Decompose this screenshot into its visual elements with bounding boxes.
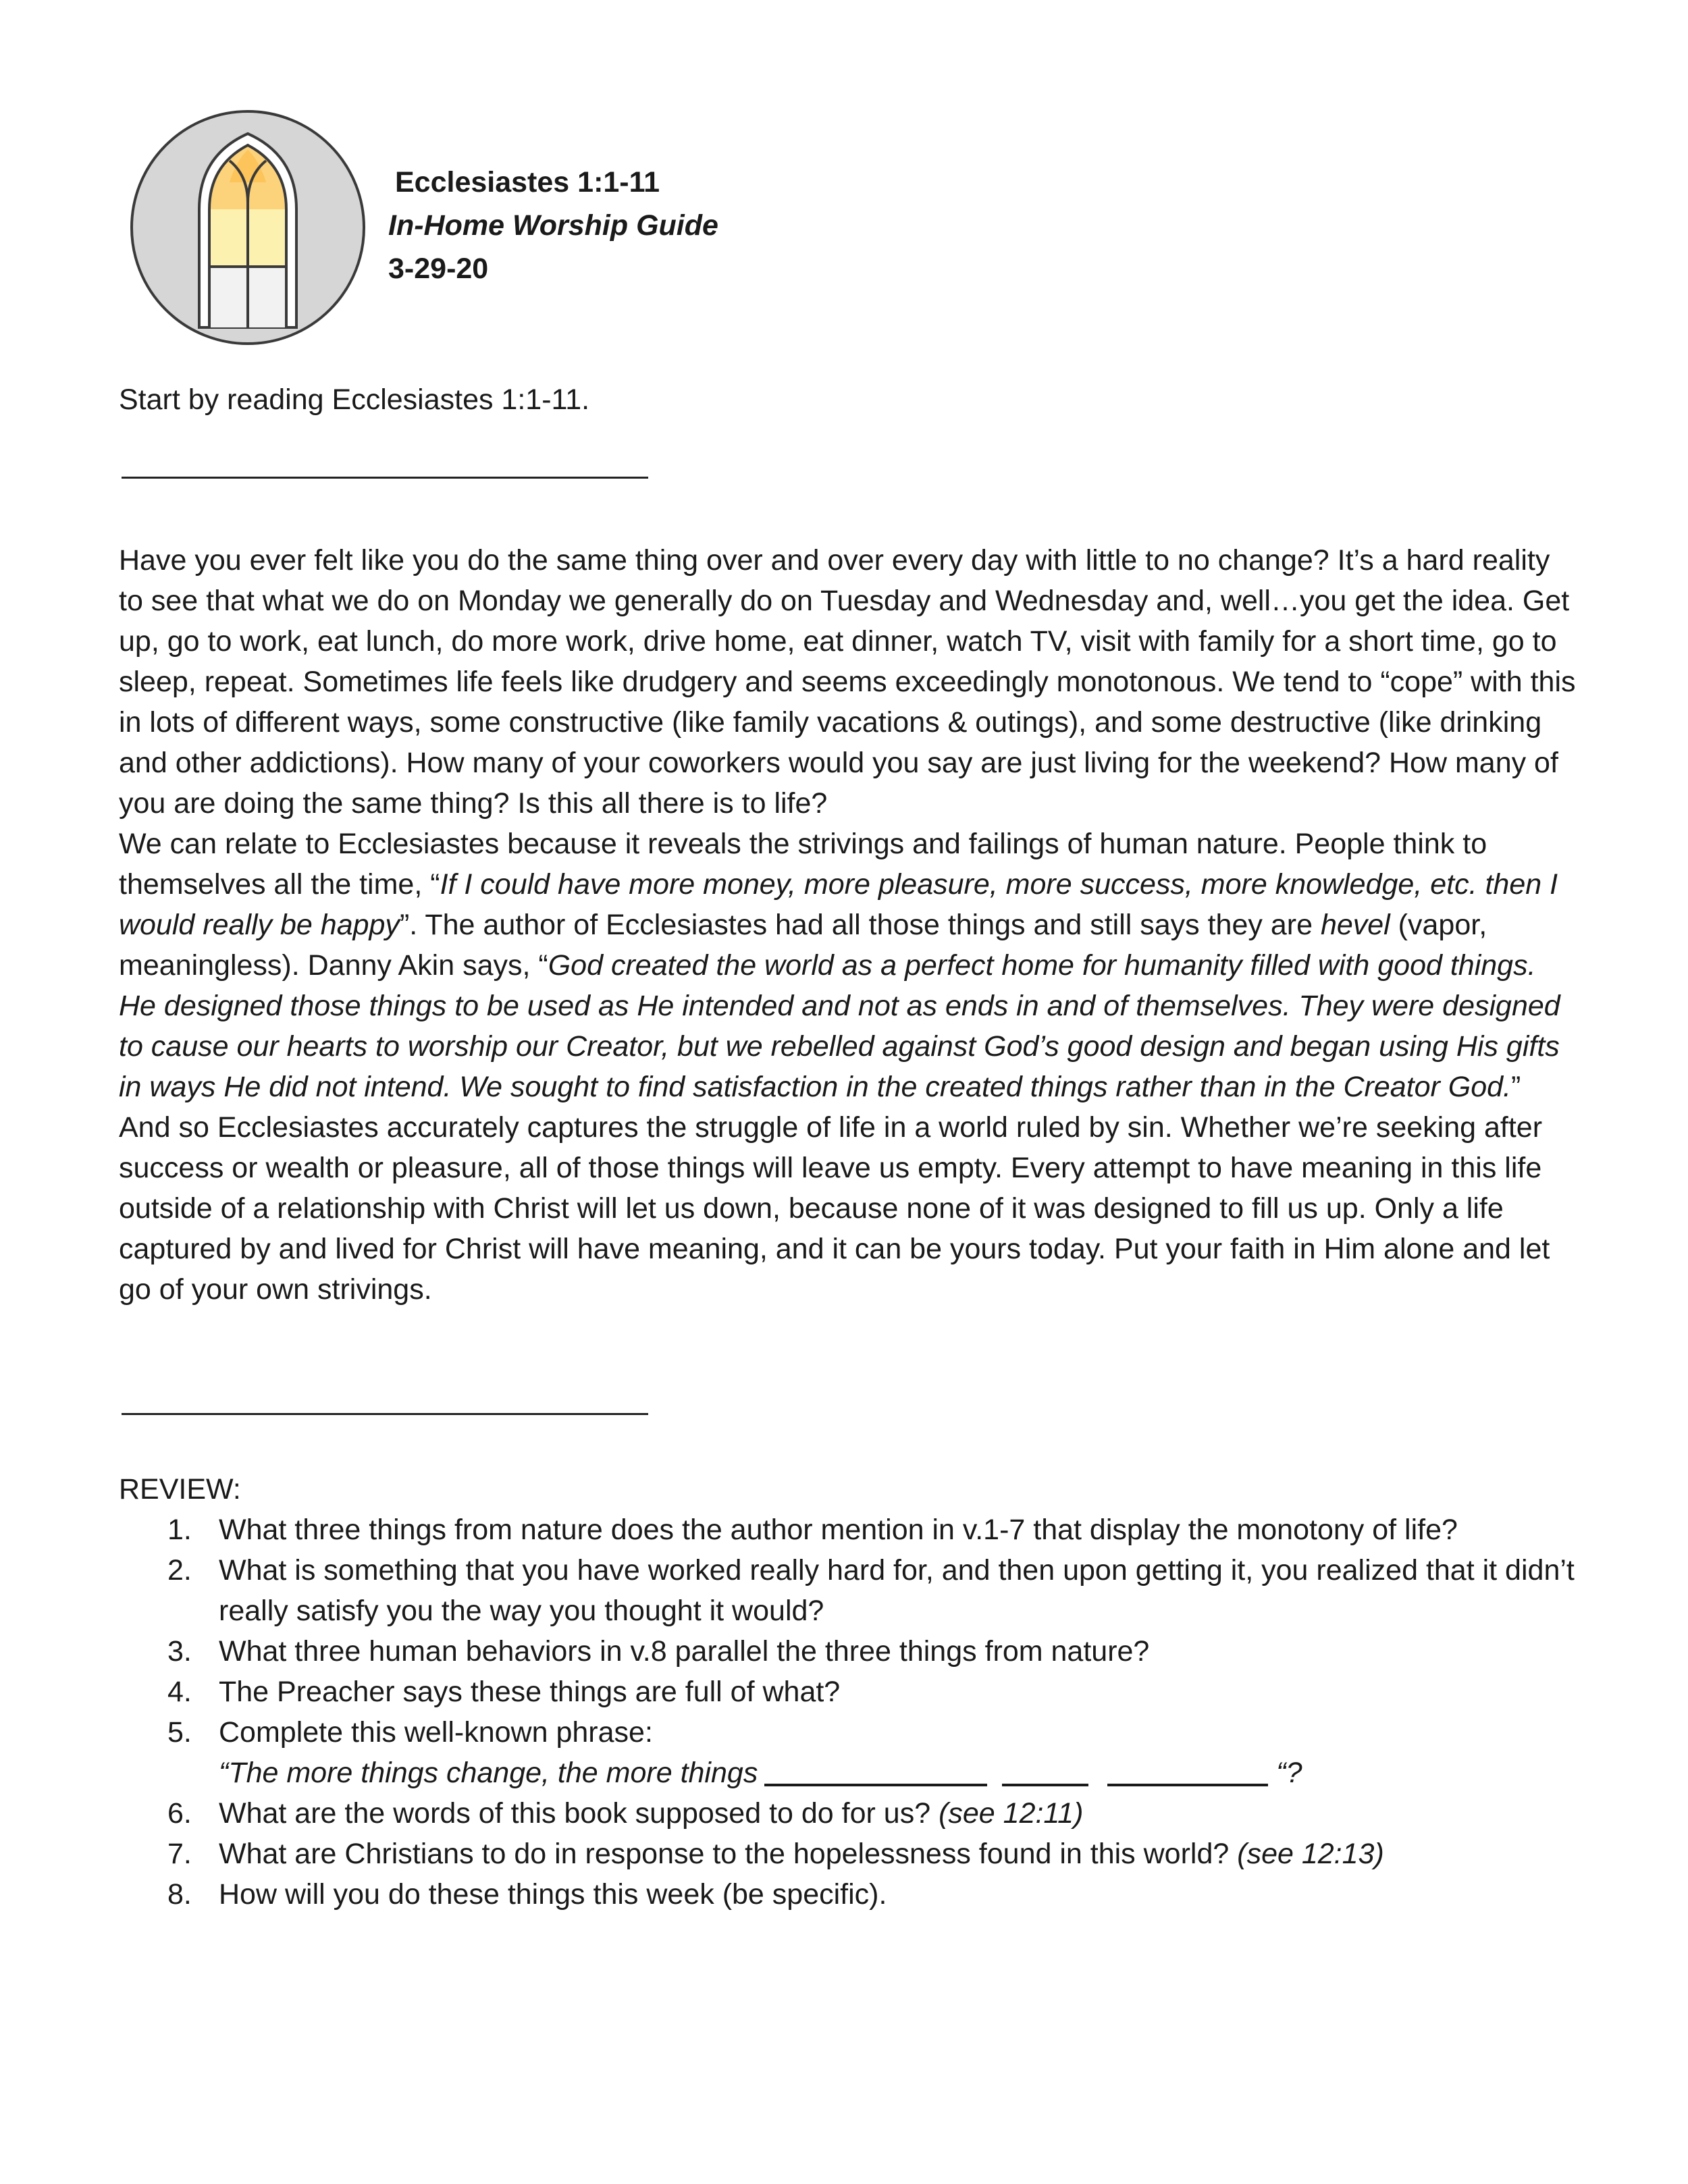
question-number: 1. <box>167 1514 192 1546</box>
akin-quote: God created the world as a perfect home for humanity filled with good things. He designed those things to be used as He intended and not as ends in and of themselves. They were designed to cause our hearts to worship our Creator, but we rebelled against God’s good design and began using His gifts in ways He did not intend. We sought to find satisfaction in the created things rather than in the Creator God. <box>119 949 1560 1103</box>
question-number: 6. <box>167 1797 192 1830</box>
review-questions <box>119 1510 1577 1915</box>
question-item <box>119 1834 1577 1874</box>
phrase-completion <box>119 1753 1577 1793</box>
paragraph-1: Have you ever felt like you do the same thing over and over every day with little to no change? It’s a hard reality to see that what we do on Monday we generally do on Tuesday and Wednesday and, well…you get the idea. Get up, go to work, eat lunch, do more work, drive home, eat dinner, watch TV, visit with family for a short time, go to sleep, repeat. Sometimes life feels like drudgery and seems exceedingly monotonous. We tend to “cope” with this in lots of different ways, some constructive (like family vacations & outings), and some destructive (like drinking and other addictions). How many of your coworkers would you say are just living for the weekend? How many of you are doing the same thing? Is this all there is to life? <box>119 544 1576 820</box>
question-item <box>119 1510 1577 1550</box>
question-text: What three things from nature does the author mention in v.1-7 that display the monotony of life? <box>219 1514 1458 1546</box>
question-number: 8. <box>167 1878 192 1911</box>
scripture-reference: (see 12:13) <box>1237 1838 1384 1870</box>
question-text: The Preacher says these things are full of what? <box>219 1676 841 1708</box>
question-text: What are the words of this book supposed to do for us? <box>219 1797 931 1830</box>
guide-date: 3-29-20 <box>388 252 489 285</box>
p2-quote: If I could have more money, more pleasure, more success, more knowledge, etc. then I would really be happy <box>119 868 1558 941</box>
question-text: What three human behaviors in v.8 parallel the three things from nature? <box>219 1635 1150 1668</box>
paragraph-2 <box>119 824 1577 1310</box>
review-heading: REVIEW: <box>119 1473 241 1506</box>
section-divider <box>122 1413 648 1415</box>
question-text: How will you do these things this week (be specific). <box>219 1878 887 1911</box>
question-item <box>119 1874 1577 1915</box>
devotional-body <box>119 540 1577 1310</box>
question-item <box>119 1672 1577 1712</box>
question-number: 5. <box>167 1716 192 1749</box>
church-window-icon <box>128 108 368 348</box>
p2-text: (vapor, meaningless). Danny Akin says, “ <box>119 909 1487 982</box>
answer-blank[interactable] <box>1107 1757 1268 1786</box>
p2-text: ” And so Ecclesiastes accurately captures the struggle of life in a world ruled by sin. Whether we’re seeking after success or wealth or pleasure, all of those things will leave us empty. Every attempt to have meaning in this life outside of a relationship with Christ will let us down, because none of it was designed to fill us up. Only a life captured by and lived for Christ will have meaning, and it can be yours today. Put your faith in Him alone and let go of your own strivings. <box>119 1071 1550 1306</box>
question-number: 2. <box>167 1554 192 1587</box>
question-item <box>119 1712 1577 1753</box>
p2-hevel: hevel <box>1320 909 1390 941</box>
question-number: 7. <box>167 1838 192 1870</box>
question-item <box>119 1793 1577 1834</box>
answer-blank[interactable] <box>764 1757 987 1786</box>
phrase-text: “The more things change, the more things <box>219 1757 758 1789</box>
passage-title: Ecclesiastes 1:1-11 <box>395 166 660 198</box>
scripture-reference: (see 12:11) <box>939 1797 1084 1830</box>
question-item <box>119 1631 1577 1672</box>
phrase-end: “? <box>1276 1757 1302 1789</box>
question-number: 4. <box>167 1676 192 1708</box>
question-text: What is something that you have worked really hard for, and then upon getting it, you realized that it didn’t really satisfy you the way you thought it would? <box>219 1554 1575 1627</box>
question-text: Complete this well-known phrase: <box>219 1716 653 1749</box>
question-item <box>119 1550 1577 1631</box>
p2-text: We can relate to Ecclesiastes because it reveals the strivings and failings of human nature. People think to themselves all the time, “ <box>119 828 1487 901</box>
review-section <box>119 1469 1577 1915</box>
question-number: 3. <box>167 1635 192 1668</box>
section-divider <box>122 477 648 479</box>
answer-blank[interactable] <box>1002 1757 1088 1786</box>
p2-text: ”. The author of Ecclesiastes had all those things and still says they are <box>399 909 1321 941</box>
intro-text: Start by reading Ecclesiastes 1:1-11. <box>119 383 590 416</box>
question-text: What are Christians to do in response to the hopelessness found in this world? <box>219 1838 1230 1870</box>
guide-subtitle: In-Home Worship Guide <box>388 209 718 242</box>
guide-header <box>388 161 718 290</box>
